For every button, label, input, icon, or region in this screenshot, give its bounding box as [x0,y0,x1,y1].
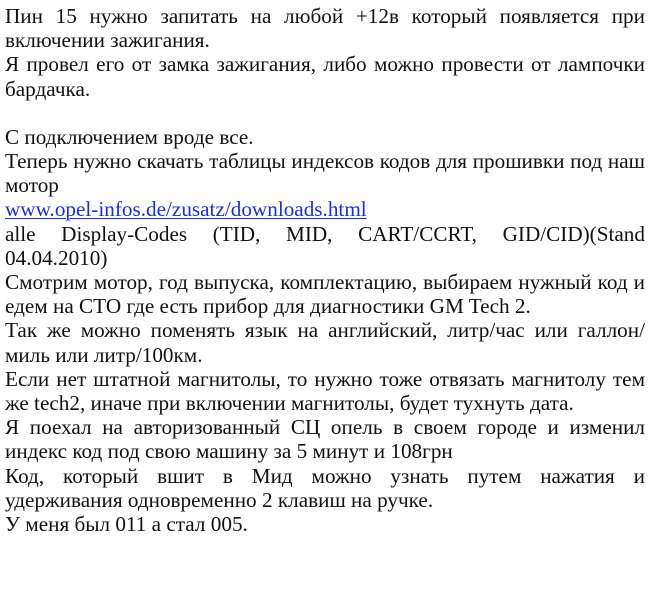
paragraph-mid-code: Код, который вшит в Мид можно узнать путем нажатия и удерживания одновременно 2 клавиш на ручке. [5,463,645,512]
paragraph-wiring: Я провел его от замка зажигания, либо можно провести от лампочки бардачка. [5,52,645,101]
document-body [5,4,645,536]
paragraph-choose-code: Смотрим мотор, год выпуска, комплектацию, выбираем нужный код и едем на СТО где есть прибор для диагностики GM Tech 2. [5,270,645,319]
paragraph-language: Так же можно поменять язык на английский, литр/час или галлон/миль или литр/100км. [5,318,645,367]
paragraph-pin15: Пин 15 нужно запитать на любой +12в который появляется при включении зажигания. [5,4,645,53]
paragraph-display-codes: alle Display-Codes (TID, MID, CART/CCRT, GID/CID)(Stand 04.04.2010) [5,221,645,270]
download-link[interactable]: www.opel-infos.de/zusatz/downloads.html [5,197,367,222]
paragraph-download-tables: Теперь нужно скачать таблицы индексов кодов для прошивки под наш мотор [5,149,645,198]
paragraph-service-center: Я поехал на авторизованный СЦ опель в своем городе и изменил индекс код под свою машину за 5 минут и 108грн [5,415,645,464]
paragraph-spacer [5,101,645,125]
paragraph-radio: Если нет штатной магнитолы, то нужно тоже отвязать магнитолу тем же tech2, иначе при включении магнитолы, будет тухнуть дата. [5,366,645,416]
paragraph-connection-done: С подключением вроде все. [5,124,254,149]
paragraph-link-line [5,197,645,221]
paragraph-result: У меня был 011 а стал 005. [5,512,248,537]
